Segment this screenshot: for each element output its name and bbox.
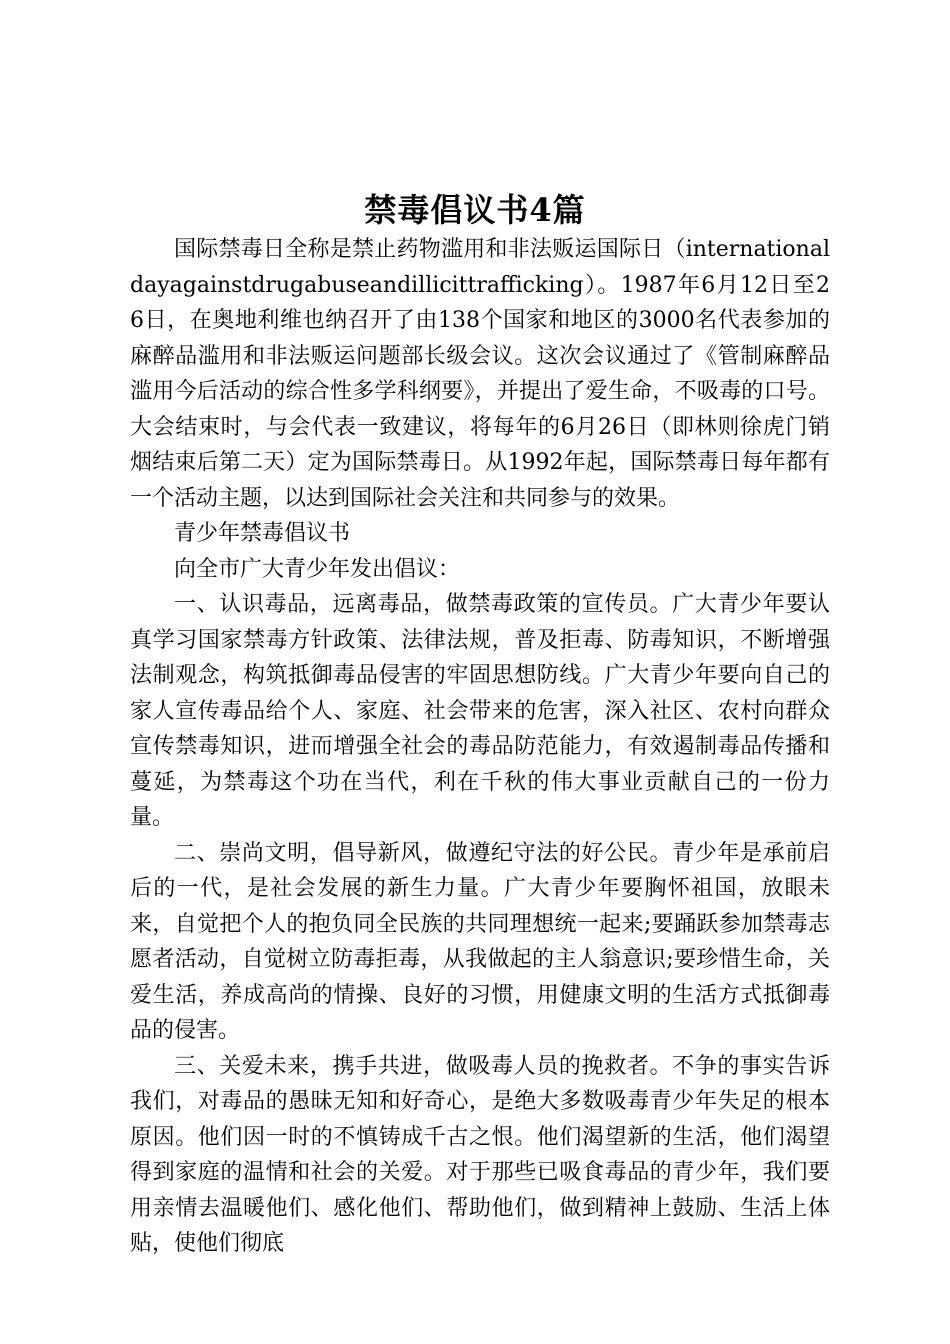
document-body	[130, 232, 830, 1262]
intro-paragraph: 国际禁毒日全称是禁止药物滥用和非法贩运国际日（internationaldayagainstdrugabuseandillicittrafficking）。1987年6月12日至26日，在奥地利维也纳召开了由138个国家和地区的3000名代表参加的麻醉品滥用和非法贩运问题部长级会议。这次会议通过了《管制麻醉品滥用今后活动的综合性多学科纲要》，并提出了爱生命，不吸毒的口号。大会结束时，与会代表一致建议，将每年的6月26日（即林则徐虎门销烟结束后第二天）定为国际禁毒日。从1992年起，国际禁毒日每年都有一个活动主题，以达到国际社会关注和共同参与的效果。	[130, 237, 830, 511]
section-heading: 青少年禁毒倡议书	[174, 521, 351, 546]
proposal-paragraph-1: 一、认识毒品，远离毒品，做禁毒政策的宣传员。广大青少年要认真学习国家禁毒方针政策、法律法规，普及拒毒、防毒知识，不断增强法制观念，构筑抵御毒品侵害的牢固思想防线。广大青少年要向自己的家人宣传毒品给个人、家庭、社会带来的危害，深入社区、农村向群众宣传禁毒知识，进而增强全社会的毒品防范能力，有效遏制毒品传播和蔓延，为禁毒这个功在当代，利在千秋的伟大事业贡献自己的一份力量。	[130, 592, 830, 830]
proposal-paragraph-2: 二、崇尚文明，倡导新风，做遵纪守法的好公民。青少年是承前启后的一代，是社会发展的新生力量。广大青少年要胸怀祖国，放眼未来，自觉把个人的抱负同全民族的共同理想统一起来;要踊跃参加禁毒志愿者活动，自觉树立防毒拒毒，从我做起的主人翁意识;要珍惜生命，关爱生活，养成高尚的情操、良好的习惯，用健康文明的生活方式抵御毒品的侵害。	[130, 840, 830, 1043]
salutation-paragraph: 向全市广大青少年发出倡议：	[174, 556, 461, 582]
proposal-paragraph-3: 三、关爱未来，携手共进，做吸毒人员的挽救者。不争的事实告诉我们，对毒品的愚昧无知和好奇心，是绝大多数吸毒青少年失足的根本原因。他们因一时的不慎铸成千古之恨。他们渴望新的生活，他们渴望得到家庭的温情和社会的关爱。对于那些已吸食毒品的青少年，我们要用亲情去温暖他们、感化他们、帮助他们，做到精神上鼓励、生活上体贴，使他们彻底	[130, 1053, 830, 1256]
document-title: 禁毒倡议书4篇	[364, 191, 586, 229]
